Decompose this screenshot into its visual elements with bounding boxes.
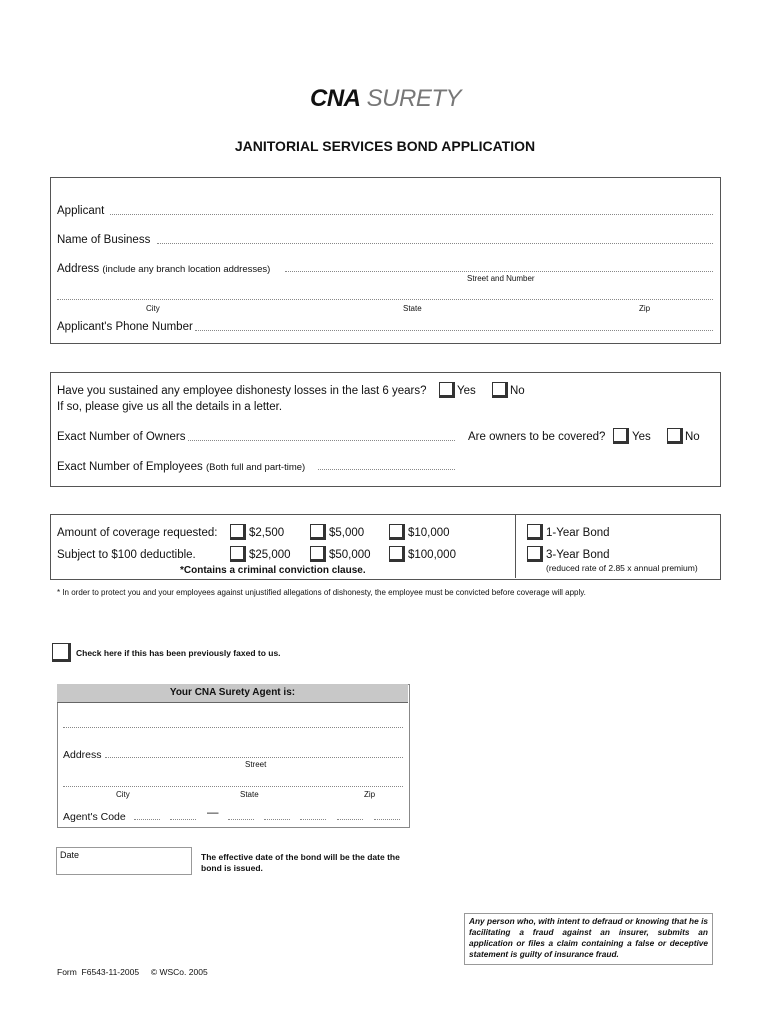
logo-cna: CNA	[310, 85, 361, 112]
page-title: JANITORIAL SERVICES BOND APPLICATION	[234, 138, 536, 154]
applicant-label: Applicant	[57, 205, 105, 217]
street-field[interactable]	[285, 271, 713, 272]
coverage-2500-checkbox[interactable]	[230, 524, 246, 540]
losses-question: Have you sustained any employee dishonesty losses in the last 6 years?	[57, 385, 427, 397]
city-caption: City	[146, 304, 160, 313]
city-state-zip-field[interactable]	[57, 299, 713, 300]
coverage-25000-label: $25,000	[249, 549, 291, 561]
deductible-label: Subject to $100 deductible.	[57, 549, 196, 561]
address-label-text: Address	[57, 263, 100, 275]
logo-surety: SURETY	[366, 85, 462, 112]
owners-yes-checkbox[interactable]	[613, 428, 629, 444]
applicant-section	[50, 177, 721, 344]
coverage-10000-checkbox[interactable]	[389, 524, 405, 540]
agent-street-field[interactable]	[105, 757, 403, 758]
agent-address-label: Address	[63, 749, 102, 761]
coverage-5000-checkbox[interactable]	[310, 524, 326, 540]
bond-1-year-checkbox[interactable]	[527, 524, 543, 540]
business-field[interactable]	[157, 243, 713, 244]
owners-no-label: No	[685, 431, 700, 443]
coverage-2500-label: $2,500	[249, 527, 285, 539]
applicant-field[interactable]	[110, 214, 713, 215]
conviction-footnote: * In order to protect you and your employees against unjustified allegations of dishonesty, the employee must be convicted before coverage will apply.	[57, 588, 586, 597]
agent-state-caption: State	[240, 790, 259, 799]
coverage-label: Amount of coverage requested:	[57, 527, 218, 539]
agent-code-digit[interactable]	[134, 819, 160, 820]
faxed-checkbox[interactable]	[52, 643, 71, 662]
owners-no-checkbox[interactable]	[667, 428, 683, 444]
bond-3-year-note: (reduced rate of 2.85 x annual premium)	[546, 563, 698, 573]
coverage-25000-checkbox[interactable]	[230, 546, 246, 562]
coverage-100000-checkbox[interactable]	[389, 546, 405, 562]
fraud-warning: Any person who, with intent to defraud or knowing that he is facilitating a fraud against an insurer, submits an application or files a claim containing a false or deceptive statement is guilty of insurance fraud.	[464, 913, 713, 965]
owners-yes-label: Yes	[632, 431, 651, 443]
phone-label: Applicant's Phone Number	[57, 321, 193, 333]
address-label	[57, 262, 270, 277]
bond-3-year-label: 3-Year Bond	[546, 549, 610, 561]
effective-date-note: The effective date of the bond will be the date the bond is issued.	[201, 852, 400, 873]
employees-label	[57, 460, 305, 475]
address-note: (include any branch location addresses)	[102, 264, 271, 275]
losses-no-checkbox[interactable]	[492, 382, 508, 398]
agent-street-caption: Street	[245, 760, 267, 769]
coverage-50000-label: $50,000	[329, 549, 371, 561]
zip-caption: Zip	[639, 304, 651, 313]
coverage-divider	[515, 514, 516, 578]
cna-surety-logo	[310, 86, 461, 112]
bond-3-year-checkbox[interactable]	[527, 546, 543, 562]
owners-covered-label: Are owners to be covered?	[468, 431, 606, 443]
agent-code-digit[interactable]	[228, 819, 254, 820]
agent-code-label: Agent's Code	[63, 811, 126, 823]
losses-followup: If so, please give us all the details in a letter.	[57, 401, 283, 413]
owners-field[interactable]	[188, 440, 455, 441]
coverage-10000-label: $10,000	[408, 527, 450, 539]
losses-yes-checkbox[interactable]	[439, 382, 455, 398]
agent-header: Your CNA Surety Agent is:	[57, 684, 408, 703]
agent-code-digit[interactable]	[264, 819, 290, 820]
employees-field[interactable]	[318, 469, 455, 470]
agent-code-digit[interactable]	[337, 819, 363, 820]
criminal-clause-note: *Contains a criminal conviction clause.	[180, 565, 366, 576]
agent-zip-caption: Zip	[364, 790, 376, 799]
agent-code-dash: —	[207, 807, 219, 819]
agent-section	[57, 684, 410, 828]
agent-city-caption: City	[116, 790, 130, 799]
form-number: Form F6543-11-2005 © WSCo. 2005	[57, 967, 208, 977]
employees-label-text: Exact Number of Employees	[57, 461, 203, 473]
bond-1-year-label: 1-Year Bond	[546, 527, 610, 539]
coverage-100000-label: $100,000	[408, 549, 456, 561]
coverage-50000-checkbox[interactable]	[310, 546, 326, 562]
employees-note: (Both full and part-time)	[205, 462, 306, 473]
street-caption: Street and Number	[467, 274, 535, 283]
agent-city-state-zip-field[interactable]	[63, 786, 403, 787]
business-label: Name of Business	[57, 234, 151, 246]
owners-label: Exact Number of Owners	[57, 431, 186, 443]
faxed-label: Check here if this has been previously faxed to us.	[76, 648, 281, 658]
losses-no-label: No	[510, 385, 525, 397]
agent-code-digit[interactable]	[300, 819, 326, 820]
agent-name-field[interactable]	[63, 727, 403, 728]
phone-field[interactable]	[195, 330, 713, 331]
agent-code-digit[interactable]	[374, 819, 400, 820]
coverage-5000-label: $5,000	[329, 527, 365, 539]
date-label: Date	[60, 850, 80, 860]
state-caption: State	[403, 304, 422, 313]
losses-yes-label: Yes	[457, 385, 476, 397]
agent-code-digit[interactable]	[170, 819, 196, 820]
